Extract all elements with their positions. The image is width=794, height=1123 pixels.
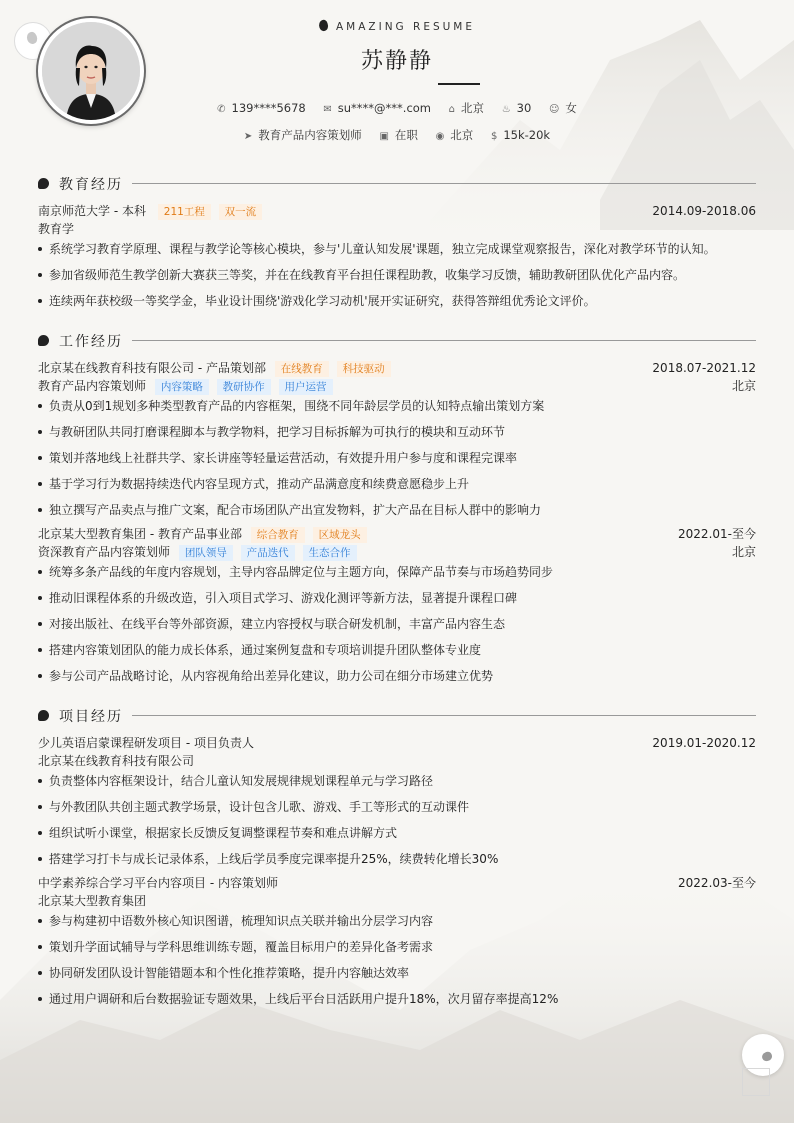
edu-school: 南京师范大学 - 本科: [38, 204, 146, 218]
section-marker-icon: [38, 335, 49, 346]
mail-icon: ✉: [323, 104, 332, 115]
list-item: 协同研发团队设计智能错题本和个性化推荐策略，提升内容触达效率: [38, 965, 767, 981]
list-item: 参加省级师范生教学创新大赛获三等奖，并在在线教育平台担任课程助教，收集学习反馈，辅助教研团队优化产品内容。: [38, 267, 767, 283]
tag: 科技驱动: [337, 361, 391, 377]
work-role-row: [38, 544, 756, 561]
tag: 团队领导: [179, 545, 233, 561]
job-location: ◉ 北京: [435, 128, 474, 142]
section-marker-icon: [38, 710, 49, 721]
work-entry-header: [38, 526, 756, 543]
project-org: 北京某在线教育科技有限公司: [38, 754, 195, 768]
project-org: 北京某大型教育集团: [38, 894, 147, 908]
edu-major: 教育学: [38, 222, 75, 236]
contact-phone: ✆ 139****5678: [217, 101, 306, 115]
edu-entry-header: [38, 203, 756, 220]
list-item: 与外教团队共创主题式教学场景，设计包含儿歌、游戏、手工等形式的互动课件: [38, 799, 767, 815]
project-entry-header: [38, 735, 756, 751]
tag: 用户运营: [279, 379, 333, 395]
list-item: 连续两年获校级一等奖学金，毕业设计围绕'游戏化学习动机'展开实证研究，获得答辩组优秀论文评价。: [38, 293, 767, 309]
tag: 双一流: [219, 204, 263, 220]
list-item: 策划并落地线上社群共学、家长讲座等轻量运营活动，有效提升用户参与度和课程完课率: [38, 450, 767, 466]
work-role: 教育产品内容策划师: [38, 379, 147, 393]
tag: 综合教育: [251, 527, 305, 543]
list-item: 负责整体内容框架设计，结合儿童认知发展规律规划课程单元与学习路径: [38, 773, 767, 789]
job-row: [0, 127, 794, 143]
tag: 教研协作: [217, 379, 271, 395]
tag: 区域龙头: [313, 527, 367, 543]
work-company: 北京某大型教育集团 - 教育产品事业部: [38, 527, 242, 541]
list-item: 推动旧课程体系的升级改造，引入项目式学习、游戏化测评等新方法，显著提升课程口碑: [38, 590, 767, 606]
work-date: 2018.07-2021.12: [652, 361, 756, 375]
briefcase-icon: ▣: [379, 131, 389, 142]
section-divider: [132, 715, 756, 716]
work-role-row: [38, 378, 756, 395]
home-icon: ⌂: [448, 104, 456, 115]
list-item: 参与公司产品战略讨论，从内容视角给出差异化建议，助力公司在细分市场建立优势: [38, 668, 767, 684]
work-date: 2022.01-至今: [678, 527, 756, 541]
project-date: 2019.01-2020.12: [652, 736, 756, 750]
section-marker-icon: [38, 178, 49, 189]
job-target: ➤ 教育产品内容策划师: [243, 128, 362, 142]
send-icon: ➤: [243, 131, 253, 142]
contact-email: ✉ su****@***.com: [323, 101, 432, 115]
list-item: 系统学习教育学原理、课程与教学论等核心模块，参与'儿童认知发展'课题，独立完成课堂观察报告，深化对教学环节的认知。: [38, 241, 767, 257]
project-date: 2022.03-至今: [678, 876, 756, 890]
cake-icon: ♨: [501, 104, 511, 115]
work-location: 北京: [731, 545, 756, 559]
brand-text: AMAZING RESUME: [335, 21, 476, 33]
list-item: 搭建内容策划团队的能力成长体系，通过案例复盘和专项培训提升团队整体专业度: [38, 642, 767, 658]
list-item: 参与构建初中语数外核心知识图谱，梳理知识点关联并输出分层学习内容: [38, 913, 767, 929]
tag: 生态合作: [303, 545, 357, 561]
section-title: 项目经历: [59, 709, 123, 725]
work-location: 北京: [731, 379, 756, 393]
tag: 产品迭代: [241, 545, 295, 561]
section-work: [38, 330, 756, 350]
work-role: 资深教育产品内容策划师: [38, 545, 171, 559]
section-education: [38, 173, 756, 193]
list-item: 负责从0到1规划多种类型教育产品的内容框架，围绕不同年龄层学员的认知特点输出策划方案: [38, 398, 767, 414]
list-item: 策划升学面试辅导与学科思维训练专题，覆盖目标用户的差异化备考需求: [38, 939, 767, 955]
section-divider: [132, 183, 756, 184]
seal-square-icon: [742, 1068, 770, 1096]
leaf-icon: [317, 19, 329, 32]
list-item: 统筹多条产品线的年度内容规划，主导内容品牌定位与主题方向，保障产品节奏与市场趋势同步: [38, 564, 767, 580]
section-divider: [132, 340, 756, 341]
phone-icon: ✆: [217, 104, 226, 115]
list-item: 基于学习行为数据持续迭代内容呈现方式，推动产品满意度和续费意愿稳步上升: [38, 476, 767, 492]
job-status: ▣ 在职: [379, 128, 418, 142]
section-projects: [38, 705, 756, 725]
project-title: 少儿英语启蒙课程研发项目 - 项目负责人: [38, 736, 254, 750]
location-icon: ◉: [435, 131, 445, 142]
tag: 在线教育: [275, 361, 329, 377]
list-item: 通过用户调研和后台数据验证专题效果，上线后平台日活跃用户提升18%，次月留存率提高12%: [38, 991, 767, 1007]
contact-gender: ☺ 女: [548, 101, 577, 115]
list-item: 对接出版社、在线平台等外部资源，建立内容授权与联合研发机制，丰富产品内容生态: [38, 616, 767, 632]
tag: 211工程: [158, 204, 211, 220]
gender-icon: ☺: [548, 104, 560, 115]
project-title: 中学素养综合学习平台内容项目 - 内容策划师: [38, 876, 278, 890]
tag: 内容策略: [155, 379, 209, 395]
brand-line: [0, 20, 794, 33]
list-item: 与教研团队共同打磨课程脚本与教学物料，把学习目标拆解为可执行的模块和互动环节: [38, 424, 767, 440]
list-item: 搭建学习打卡与成长记录体系，上线后学员季度完课率提升25%，续费转化增长30%: [38, 851, 767, 867]
work-company: 北京某在线教育科技有限公司 - 产品策划部: [38, 361, 266, 375]
job-salary: $ 15k-20k: [490, 128, 551, 142]
name-underline: [438, 83, 480, 85]
contact-city: ⌂ 北京: [448, 101, 485, 115]
project-entry-header: [38, 875, 756, 891]
salary-icon: $: [490, 131, 498, 142]
work-entry-header: [38, 360, 756, 377]
list-item: 组织试听小课堂，根据家长反馈反复调整课程节奏和难点讲解方式: [38, 825, 767, 841]
section-title: 工作经历: [59, 334, 123, 350]
section-title: 教育经历: [59, 177, 123, 193]
candidate-name: 苏静静: [360, 49, 433, 74]
edu-date: 2014.09-2018.06: [652, 204, 756, 218]
contact-row: [0, 100, 794, 116]
list-item: 独立撰写产品卖点与推广文案，配合市场团队产出宣发物料，扩大产品在目标人群中的影响力: [38, 502, 767, 518]
contact-age: ♨ 30: [501, 101, 532, 115]
